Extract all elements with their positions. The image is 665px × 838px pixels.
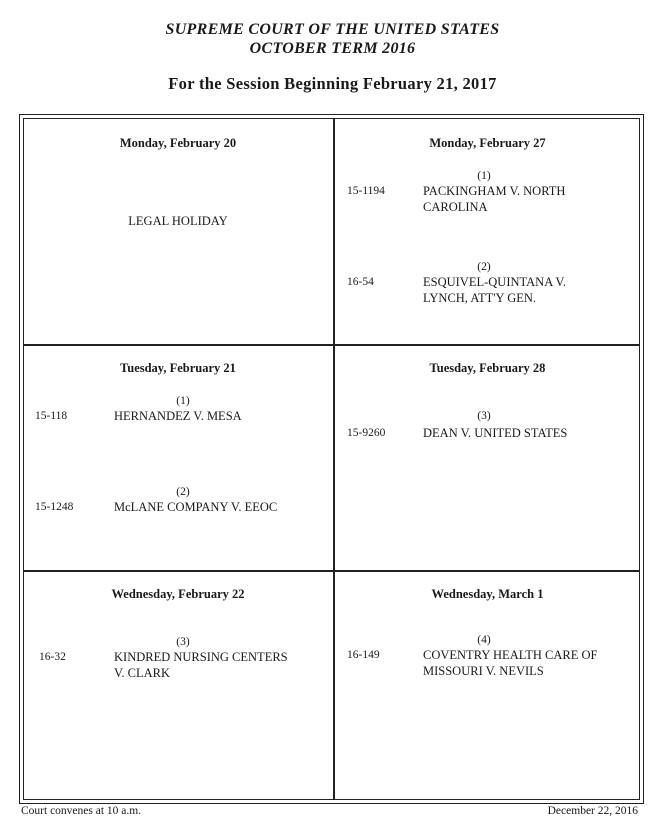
case-name-line1: ESQUIVEL-QUINTANA V. — [423, 275, 566, 289]
case-name-line2: LYNCH, ATT'Y GEN. — [423, 291, 537, 305]
argument-order: (2) — [477, 261, 491, 273]
argument-order: (2) — [176, 486, 190, 498]
case-name-line2: V. CLARK — [114, 666, 171, 680]
docket-number: 16-149 — [347, 649, 380, 661]
case-name-line1: KINDRED NURSING CENTERS — [114, 650, 288, 664]
docket-number: 16-32 — [39, 651, 66, 663]
session-title: For the Session Beginning February 21, 2017 — [168, 74, 497, 93]
day-heading: Wednesday, February 22 — [111, 587, 245, 601]
court-convenes-note: Court convenes at 10 a.m. — [21, 805, 142, 817]
column-divider — [333, 118, 335, 800]
case-name-line1: DEAN V. UNITED STATES — [423, 426, 568, 440]
docket-number: 15-118 — [35, 410, 68, 422]
argument-order: (3) — [176, 636, 190, 648]
day-heading: Monday, February 20 — [119, 136, 237, 150]
footer-date: December 22, 2016 — [547, 805, 638, 817]
argument-order: (3) — [477, 410, 491, 422]
day-heading: Tuesday, February 28 — [429, 361, 546, 375]
case-name-line2: MISSOURI V. NEVILS — [423, 664, 544, 678]
case-name-line1: COVENTRY HEALTH CARE OF — [423, 648, 598, 662]
case-name-line1: HERNANDEZ V. MESA — [114, 409, 242, 423]
docket-number: 15-1194 — [347, 185, 385, 197]
case-name-line2: CAROLINA — [423, 200, 488, 214]
day-heading: Wednesday, March 1 — [431, 587, 544, 601]
legal-holiday-note: LEGAL HOLIDAY — [128, 214, 228, 228]
term-title: OCTOBER TERM 2016 — [249, 40, 416, 57]
day-heading: Monday, February 27 — [429, 136, 546, 150]
row-divider-1 — [23, 344, 640, 346]
row-divider-2 — [23, 570, 640, 572]
case-name-line1: PACKINGHAM V. NORTH — [423, 184, 566, 198]
day-heading: Tuesday, February 21 — [120, 361, 236, 375]
argument-order: (1) — [176, 395, 190, 407]
argument-order: (4) — [477, 634, 491, 646]
docket-number: 16-54 — [347, 276, 374, 288]
court-title: SUPREME COURT OF THE UNITED STATES — [165, 21, 500, 38]
docket-number: 15-9260 — [347, 427, 386, 439]
case-name-line1: McLANE COMPANY V. EEOC — [114, 500, 278, 514]
argument-order: (1) — [477, 170, 491, 182]
docket-number: 15-1248 — [35, 501, 74, 513]
